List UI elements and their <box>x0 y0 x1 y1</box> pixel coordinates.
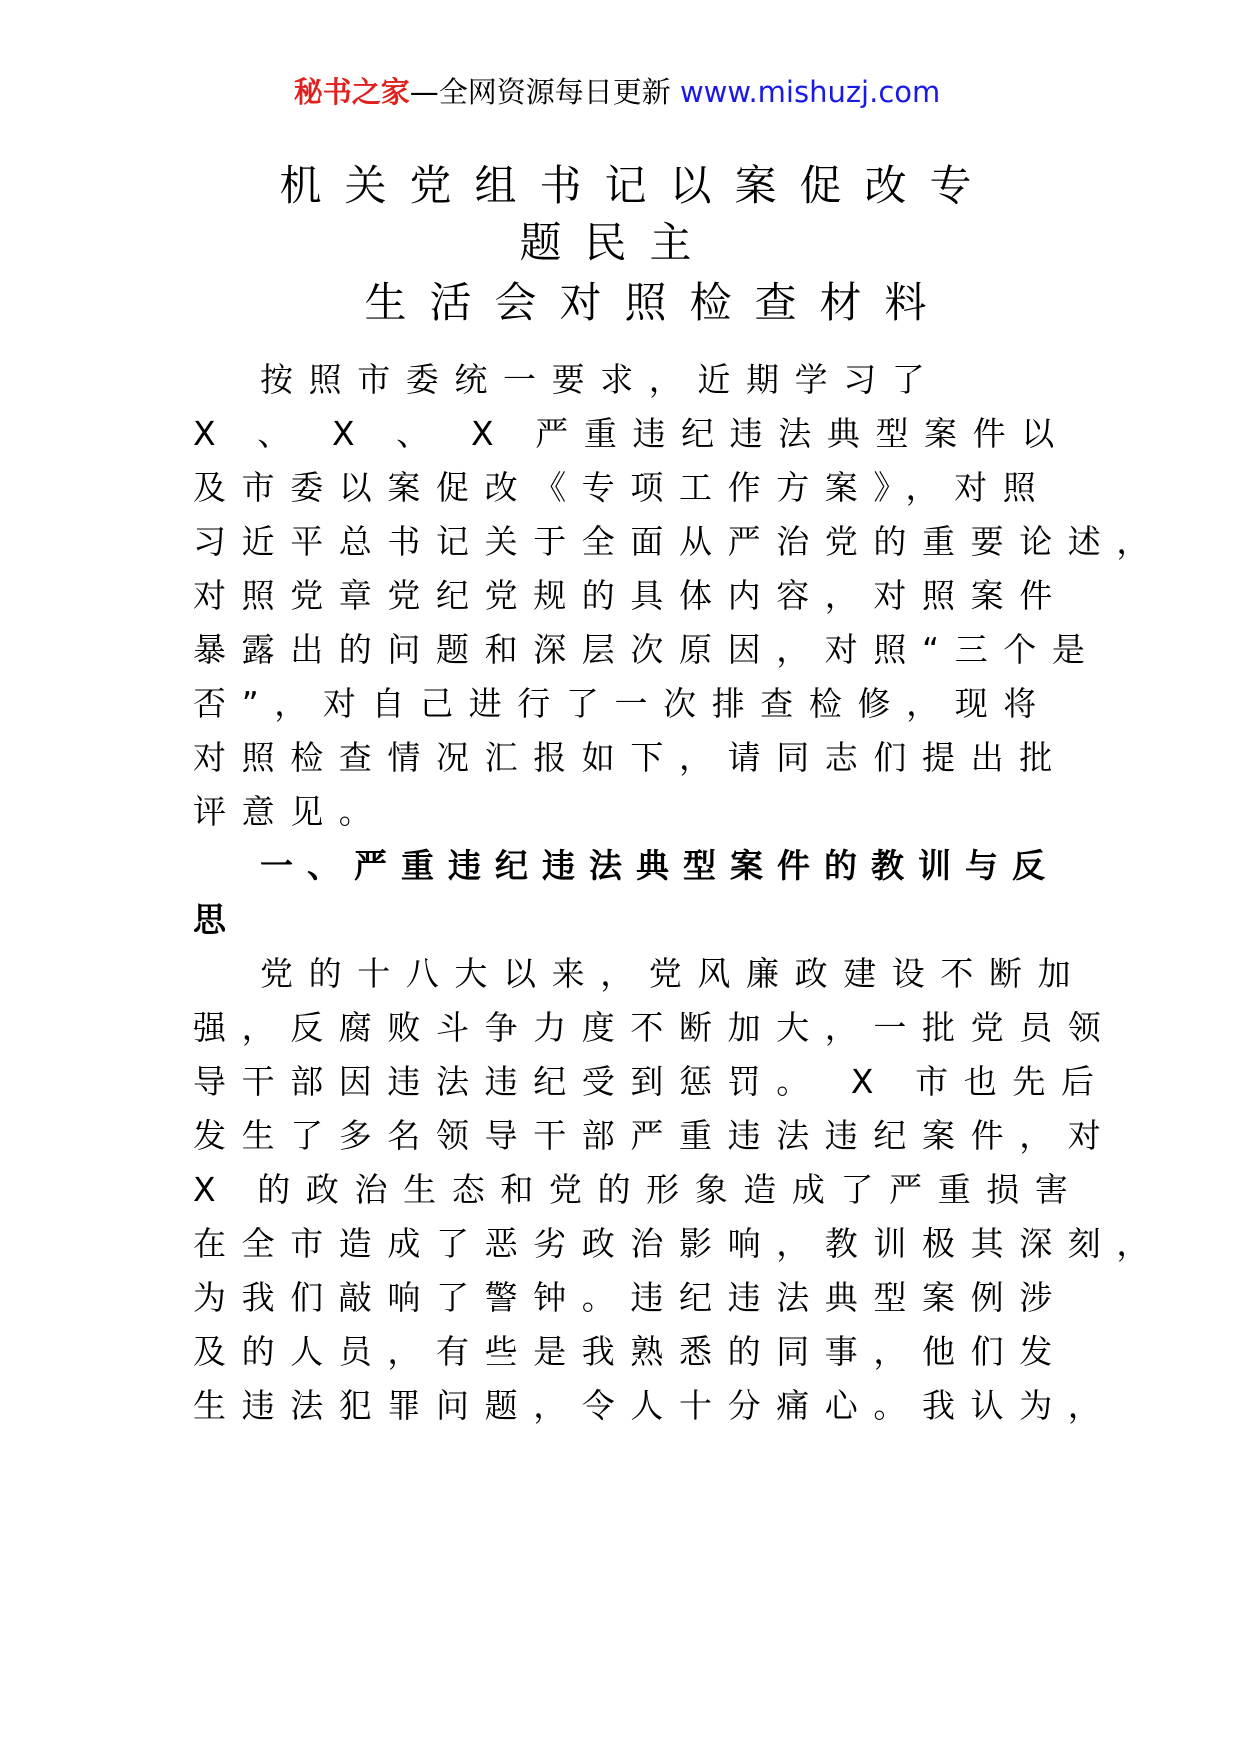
body-line: 暴露出的问题和深层次原因，对照“三个是 <box>193 630 1101 669</box>
body-line: 生违法犯罪问题，令人十分痛心。我认为， <box>193 1386 1117 1425</box>
site-brand: 秘书之家 <box>293 75 410 109</box>
body-line: 强，反腐败斗争力度不断加大，一批党员领 <box>193 1008 1117 1047</box>
body-line: 及市委以案促改《专项工作方案》，对照 <box>193 468 1052 507</box>
body-line: 发生了多名领导干部严重违法违纪案件，对 <box>193 1116 1117 1155</box>
body-line: 习近平总书记关于全面从严治党的重要论述， <box>193 522 1165 561</box>
document-title-line-2: 题民主 <box>519 218 715 267</box>
body-line: 对照检查情况汇报如下，请同志们提出批 <box>193 738 1068 777</box>
body-line: X 的政治生态和党的形象造成了严重损害 <box>193 1170 1084 1209</box>
document-title-line-3: 生活会对照检查材料 <box>364 278 950 327</box>
body-line: X 、 X 、 X 严重违纪违法典型案件以 <box>193 414 1070 453</box>
body-line: 党的十八大以来，党风廉政建设不断加 <box>260 954 1087 993</box>
body-line: 在全市造成了恶劣政治影响，教训极其深刻， <box>193 1224 1165 1263</box>
body-line: 导干部因违法违纪受到惩罚。 X 市也先后 <box>193 1062 1110 1101</box>
site-tagline: —全网资源每日更新 <box>409 75 671 109</box>
section-heading: 思 <box>193 900 240 939</box>
body-line: 否”，对自己进行了一次排查检修，现将 <box>193 684 1052 723</box>
body-line: 按照市委统一要求，近期学习了 <box>260 360 941 399</box>
body-line: 评意见。 <box>193 792 388 831</box>
site-header <box>0 72 1234 112</box>
section-heading: 一、严重违纪违法典型案件的教训与反 <box>260 846 1059 885</box>
site-url-link[interactable]: www.mishuzj.com <box>679 75 941 109</box>
body-line: 为我们敲响了警钟。违纪违法典型案例涉 <box>193 1278 1068 1317</box>
document-title-line-1: 机关党组书记以案促改专 <box>279 161 995 210</box>
body-line: 对照党章党纪党规的具体内容，对照案件 <box>193 576 1068 615</box>
body-line: 及的人员，有些是我熟悉的同事，他们发 <box>193 1332 1068 1371</box>
